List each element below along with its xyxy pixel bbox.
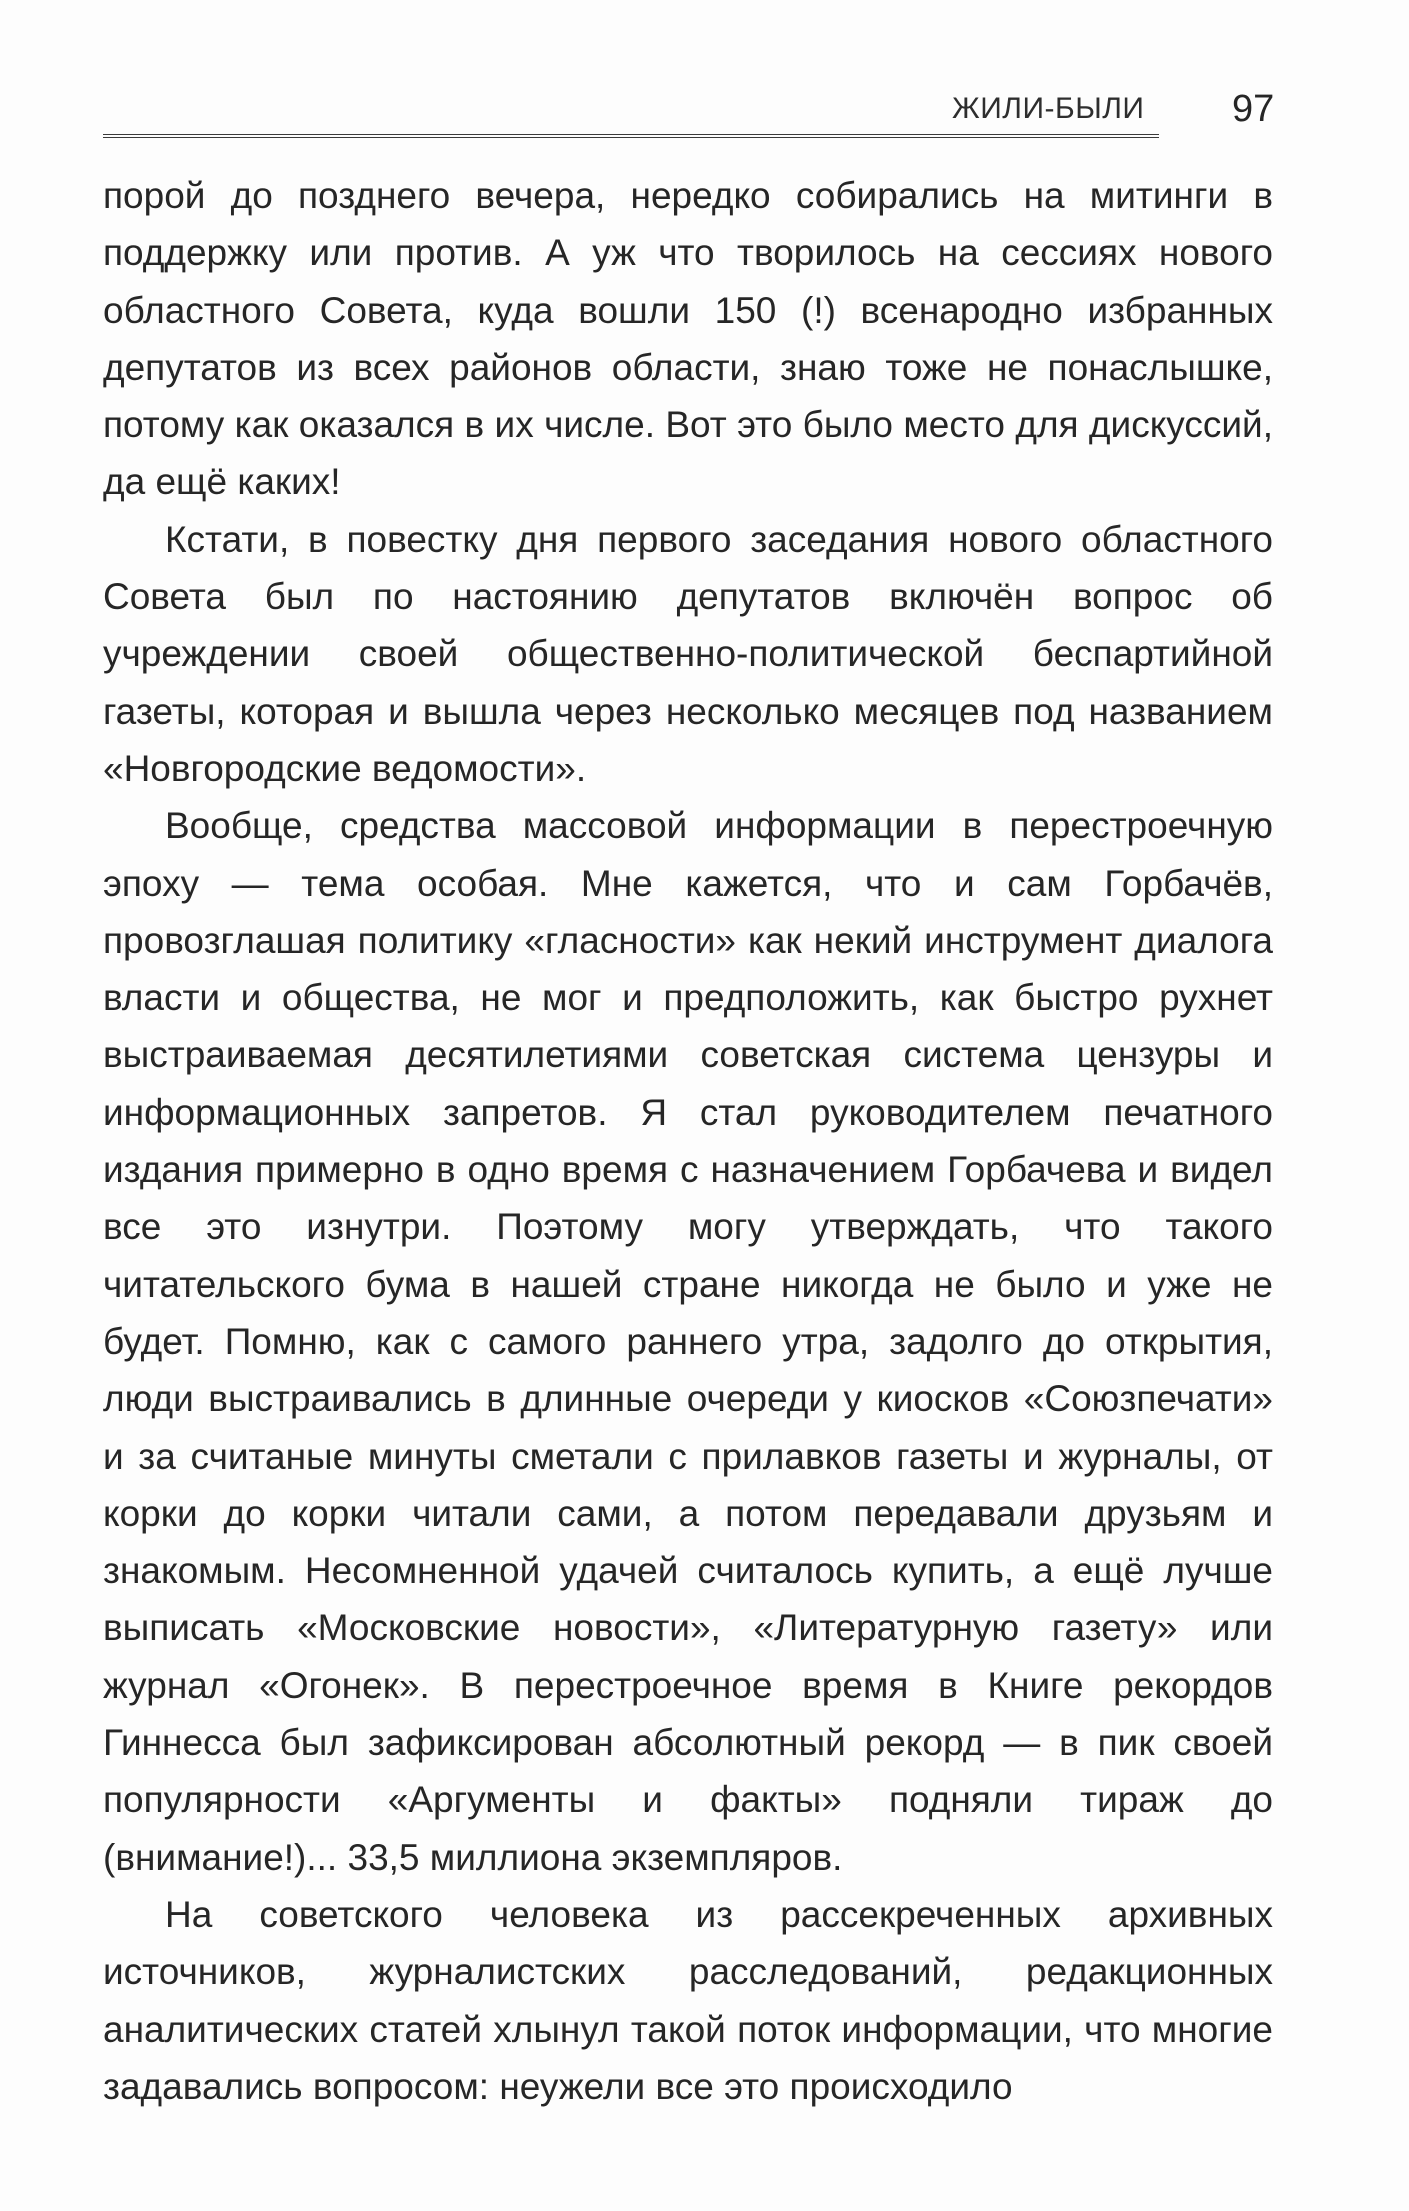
paragraph-2: Кстати, в повестку дня первого заседания нового областного Совета был по настоянию депутатов включён вопрос об учреждении своей общественно-политической беспартийной газеты, которая и вышла через несколько месяцев под названием «Новгородские ведомости». bbox=[103, 518, 1273, 789]
paragraph-4: На советского человека из рассекреченных архивных источников, журналистских расследований, редакционных аналитических статей хлынул такой поток информации, что многие задавались вопросом: неужели все это происходило bbox=[103, 1893, 1273, 2107]
header-rule bbox=[103, 134, 1159, 138]
running-title: ЖИЛИ-БЫЛИ bbox=[952, 92, 1145, 125]
paragraph-1: порой до позднего вечера, нередко собирались на митинги в поддержку или против. А уж что творилось на сессиях нового областного Совета, куда вошли 150 (!) всенародно избранных депутатов из всех районов области, знаю тоже не понаслышке, потому как оказался в их числе. Вот это было место для дискуссий, да ещё каких! bbox=[103, 175, 1273, 503]
page-number: 97 bbox=[1232, 88, 1275, 130]
body-text bbox=[103, 167, 1273, 2115]
running-header bbox=[0, 88, 1409, 142]
paragraph-3: Вообще, средства массовой информации в перестроечную эпоху — тема особая. Мне кажется, что и сам Горбачёв, провозглашая политику «гласности» как некий инструмент диалога власти и общества, не мог и предположить, как быстро рухнет выстраиваемая десятилетиями советская система цензуры и информационных запретов. Я стал руководителем печатного издания примерно в одно время с назначением Горбачева и видел все это изнутри. Поэтому могу утверждать, что такого читательского бума в нашей стране никогда не было и уже не будет. Помню, как с самого раннего утра, задолго до открытия, люди выстраивались в длинные очереди у киосков «Союзпечати» и за считаные минуты сметали с прилавков газеты и журналы, от корки до корки читали сами, а потом передавали друзьям и знакомым. Несомненной удачей считалось купить, а ещё лучше выписать «Московские новости», «Литературную газету» или журнал «Огонек». В перестроечное время в Книге рекордов Гиннесса был зафиксирован абсолютный рекорд — в пик своей популярности «Аргументы и факты» подняли тираж до (внимание!)... 33,5 миллиона экземпляров. bbox=[103, 805, 1273, 1878]
